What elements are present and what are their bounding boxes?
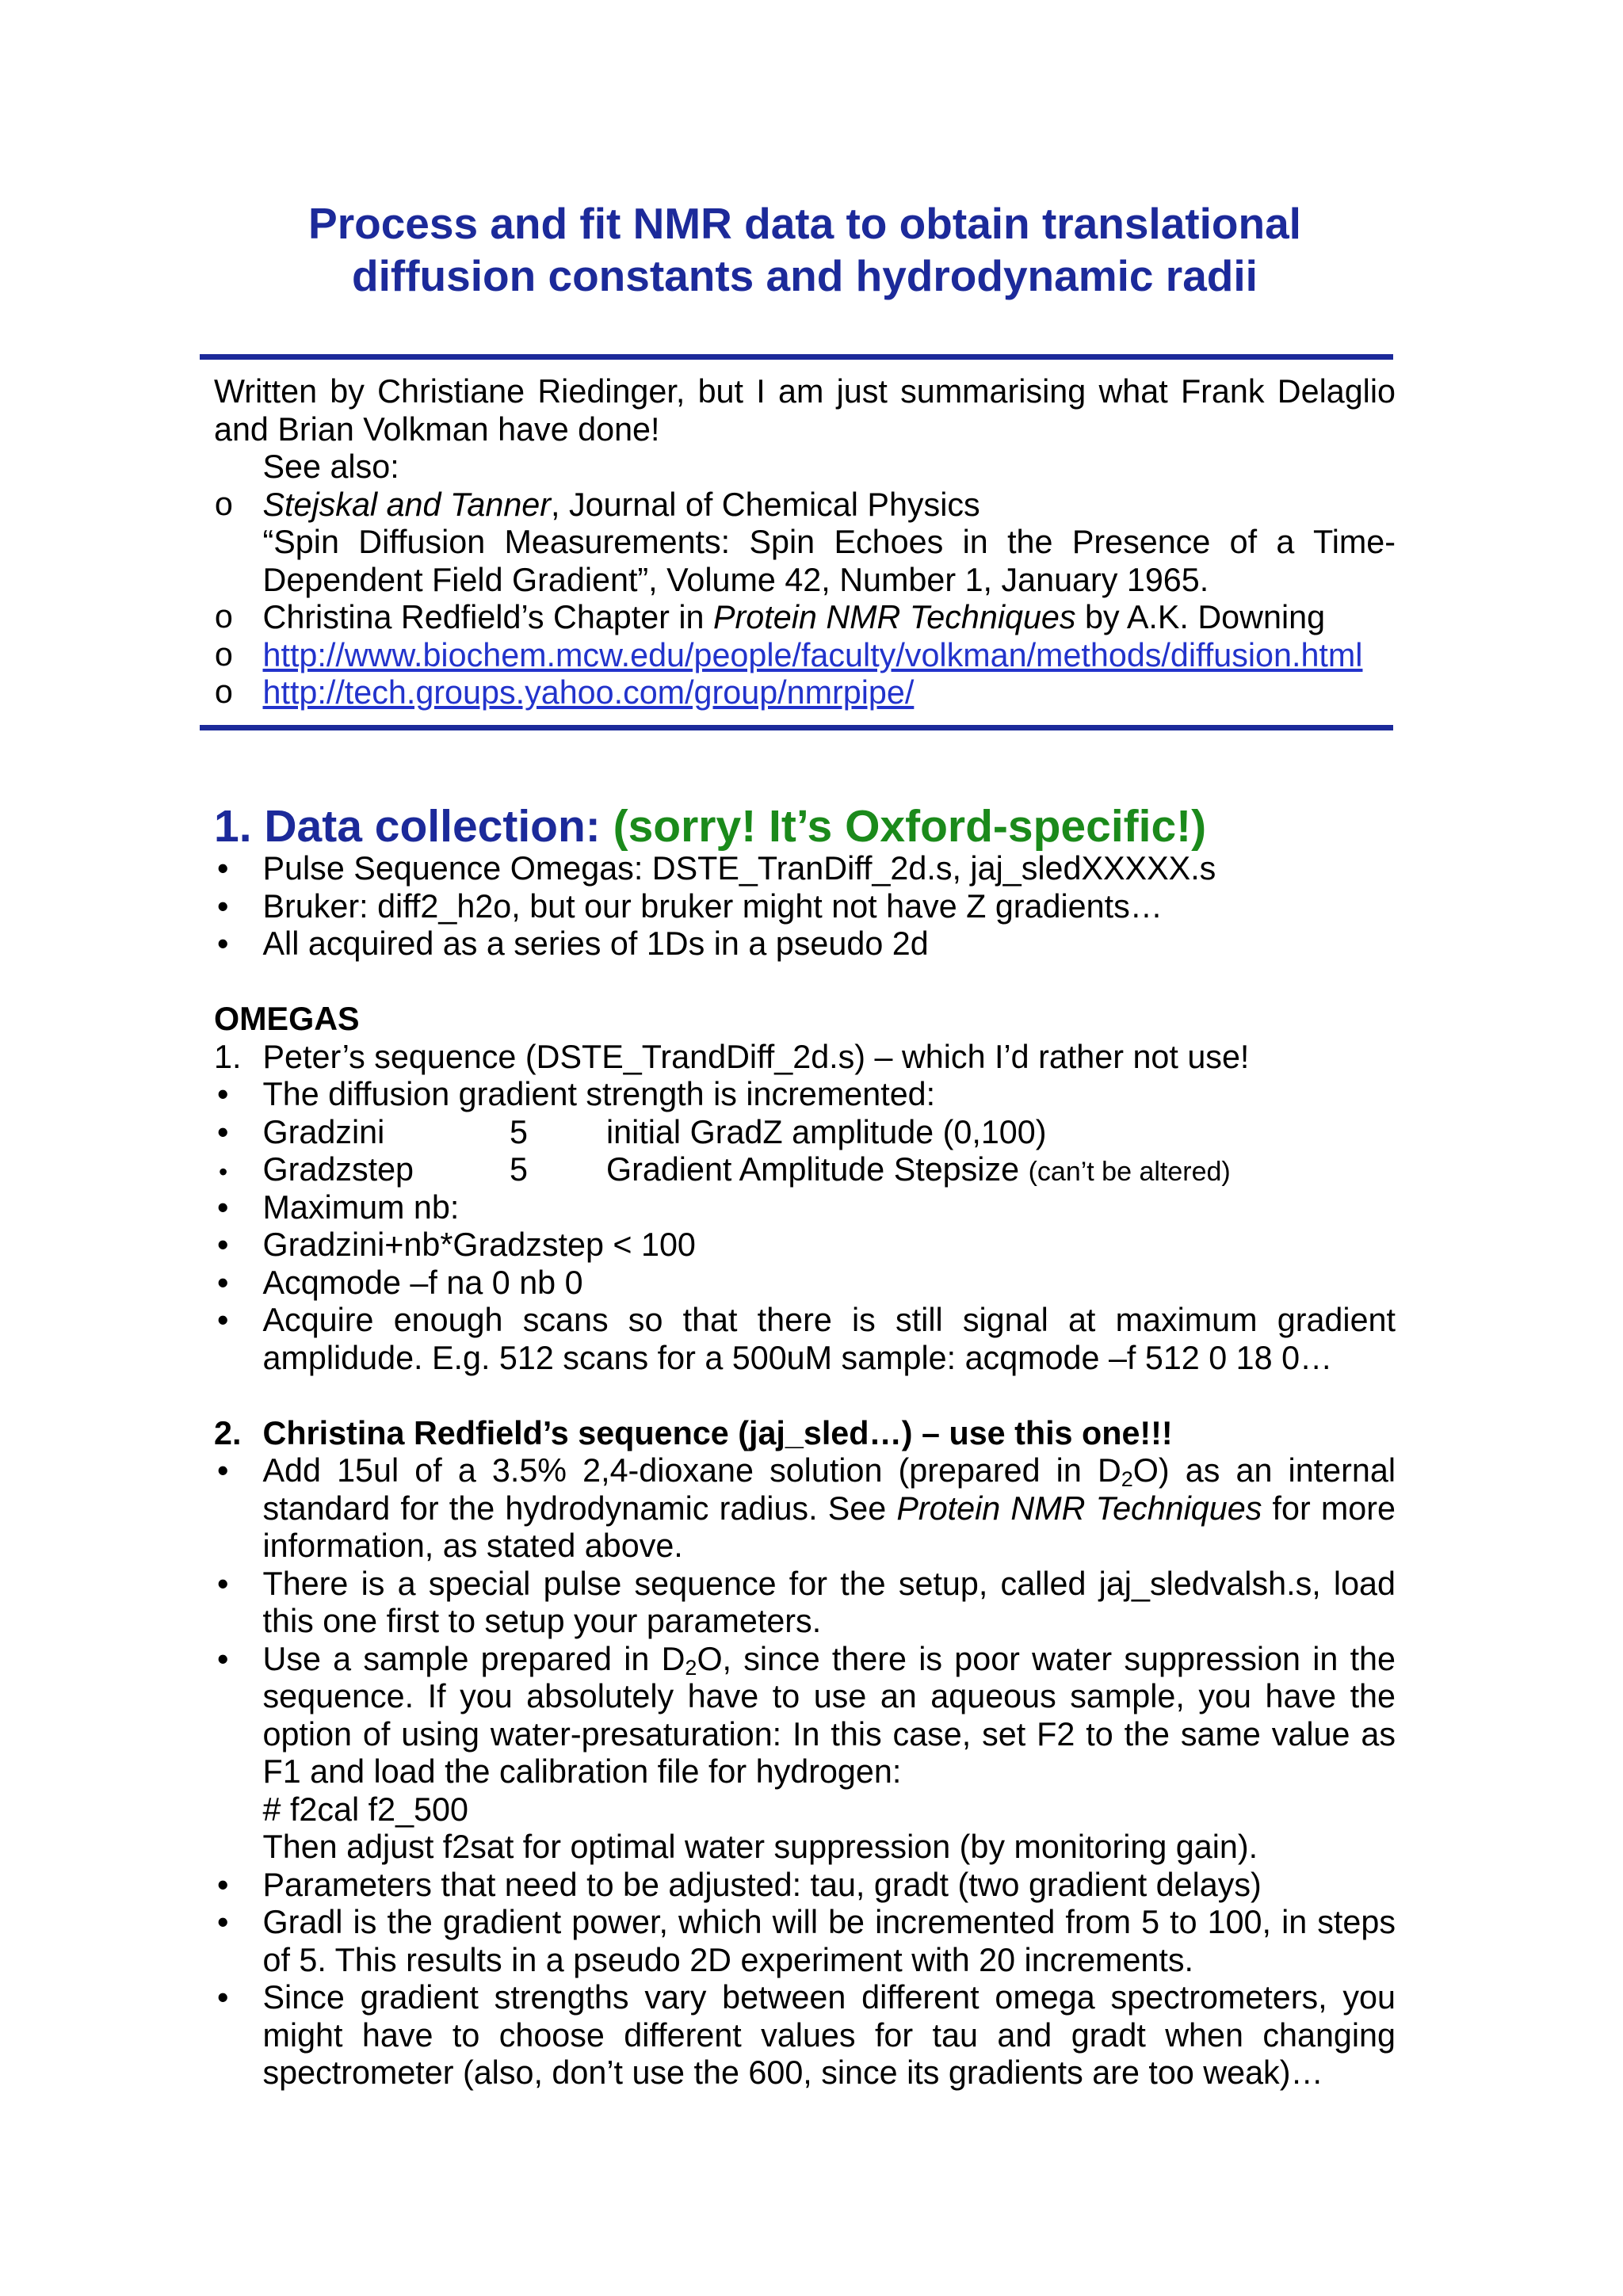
bullet-marker: • [217,1302,229,1338]
list-item [214,1904,1396,1942]
param-row-gradzini [214,1114,1396,1152]
list-item-continuation: option of using water-presaturation: In this case, set F2 to the same value as [262,1715,1396,1753]
param-description: initial GradZ amplitude (0,100) [606,1113,1047,1150]
numbered-item-2 [214,1415,1396,1453]
param-name: Gradzstep [262,1151,414,1188]
section-heading-text: 1. Data collection: [214,801,613,852]
page-title-line-2: diffusion constants and hydrodynamic radii [352,251,1258,300]
list-item-continuation: might have to choose different values for tau and gradt when changing [262,2016,1396,2054]
reference-authors: Stejskal and Tanner [262,486,552,523]
list-item-text: Since gradient strengths vary between different omega spectrometers, you [262,1979,1396,2016]
list-item-continuation: of 5. This results in a pseudo 2D experiment with 20 increments. [262,1941,1193,1978]
item-title: Peter’s sequence (DSTE_TrandDiff_2d.s) – which I’d rather not use! [262,1038,1250,1075]
bullet-marker: • [217,1866,229,1903]
numbered-item-1 [214,1039,1396,1077]
list-item [214,1189,1396,1227]
reference-item-stejskal [214,486,1396,524]
list-item-continuation: information, as stated above. [262,1527,683,1564]
param-row-gradzstep [214,1151,1396,1189]
page-title [214,197,1396,302]
reference-item-redfield [214,599,1396,637]
bottom-divider [200,725,1393,730]
list-item-continuation: sequence. If you absolutely have to use an aqueous sample, you have the [262,1678,1396,1714]
list-item-text: Acqmode –f na 0 nb 0 [262,1264,583,1301]
reference-title-line-2: Dependent Field Gradient”, Volume 42, Number 1, January 1965. [262,561,1209,598]
reference-text: Christina Redfield’s Chapter in [262,599,713,635]
list-item [214,1264,1396,1302]
bullet-marker: • [217,1076,229,1112]
list-item-text: Use a sample prepared in D [262,1640,685,1677]
bullet-marker: • [217,1226,229,1263]
section-heading-note: (sorry! It’s Oxford-specific!) [613,801,1207,852]
list-item-text: Parameters that need to be adjusted: tau, gradt (two gradient delays) [262,1866,1262,1903]
param-name: Gradzini [262,1113,385,1150]
param-note: (can’t be altered) [1028,1157,1231,1187]
blank-line [214,963,1396,1001]
reference-title-line-1: “Spin Diffusion Measurements: Spin Echoes in the Presence of a Time- [262,524,1396,560]
omegas-heading: OMEGAS [214,1001,360,1037]
reference-item-link-1 [214,637,1396,675]
nmrpipe-group-link[interactable]: http://tech.groups.yahoo.com/group/nmrpipe/ [262,674,915,711]
reference-author: by A.K. Downing [1075,599,1326,635]
document-body [214,850,1396,2092]
list-item [214,1302,1396,1340]
command-line: # f2cal f2_500 [262,1791,468,1828]
list-item-continuation: this one first to setup your parameters. [262,1603,822,1639]
bullet-marker: • [217,1904,229,1940]
param-value: 5 [510,1151,528,1188]
bullet-marker: • [217,850,229,887]
bullet-marker: • [217,887,229,925]
byline-line-2: and Brian Volkman have done! [214,410,660,448]
reference-journal: , Journal of Chemical Physics [551,486,980,523]
list-marker: o [214,488,234,525]
item-number: 1. [214,1038,242,1075]
bullet-marker: • [217,925,229,962]
list-item-text: The diffusion gradient strength is incremented: [262,1076,936,1112]
list-item-text: for more [1262,1489,1396,1527]
param-value: 5 [510,1113,528,1150]
list-item [214,1566,1396,1604]
subscript: 2 [685,1655,697,1680]
list-item [214,1641,1396,1679]
list-item [214,888,1396,926]
list-item [214,1076,1396,1114]
bullet-marker: • [217,1113,229,1150]
volkman-diffusion-link[interactable]: http://www.biochem.mcw.edu/people/faculty/volkman/methods/diffusion.html [262,636,1363,673]
intro-box [214,373,1396,712]
list-marker: o [214,677,234,713]
bullet-marker: • [217,1264,229,1301]
list-item-text: O, since there is poor water suppression in the [697,1640,1396,1677]
item-number: 2. [214,1414,242,1451]
list-marker: o [214,639,234,676]
bullet-marker: • [219,1158,228,1186]
item-title: Christina Redfield’s sequence (jaj_sled…) – use this one!!! [262,1414,1173,1451]
byline-line-1: Written by Christiane Riedinger, but I am just summarising what Frank Delaglio [214,373,1396,410]
list-item-text: O) as an internal [1132,1452,1396,1489]
bullet-marker: • [217,1640,229,1677]
param-description: Gradient Amplitude Stepsize [606,1151,1020,1188]
list-item-continuation: amplidude. E.g. 512 scans for a 500uM sample: acqmode –f 512 0 18 0… [262,1339,1333,1376]
list-item-text: Pulse Sequence Omegas: DSTE_TranDiff_2d.s, jaj_sledXXXXX.s [262,850,1216,887]
list-item-text: standard for the hydrodynamic radius. See [262,1489,897,1527]
book-title: Protein NMR Techniques [896,1489,1262,1527]
blank-line [214,1377,1396,1415]
page-title-line-1: Process and fit NMR data to obtain translational [308,199,1301,248]
list-item-text: Gradl is the gradient power, which will be incremented from 5 to 100, in steps [262,1904,1396,1940]
list-item-text: Add 15ul of a 3.5% 2,4-dioxane solution (prepared in D [262,1452,1121,1489]
param-description-wrap [606,1151,1231,1192]
list-item-continuation: Then adjust f2sat for optimal water suppression (by monitoring gain). [262,1829,1258,1865]
list-item-text: Bruker: diff2_h2o, but our bruker might not have Z gradients… [262,887,1163,925]
list-item-continuation: spectrometer (also, don’t use the 600, since its gradients are too weak)… [262,2054,1323,2091]
list-item [214,1867,1396,1905]
list-item-text: Maximum nb: [262,1188,460,1226]
list-item-text: All acquired as a series of 1Ds in a pseudo 2d [262,925,929,962]
bullet-marker: • [217,1979,229,2016]
bullet-marker: • [217,1452,229,1489]
list-item-text: There is a special pulse sequence for the setup, called jaj_sledvalsh.s, load [262,1565,1396,1602]
top-divider [200,354,1393,360]
reference-item-link-2 [214,674,1396,712]
list-item [214,850,1396,888]
bullet-marker: • [217,1188,229,1226]
list-item [214,1979,1396,2017]
list-item-continuation [214,1490,1396,1528]
list-item-text: Gradzini+nb*Gradzstep < 100 [262,1226,696,1263]
reference-book-title: Protein NMR Techniques [713,599,1076,635]
list-item-text: Acquire enough scans so that there is still signal at maximum gradient [262,1302,1396,1338]
list-item [214,1452,1396,1490]
list-marker: o [214,601,234,638]
list-item [214,925,1396,963]
section-heading-data-collection [214,800,1206,852]
see-also-label: See also: [262,448,399,485]
bullet-marker: • [217,1565,229,1602]
subscript: 2 [1121,1467,1133,1491]
list-item [214,1226,1396,1264]
list-item-continuation: F1 and load the calibration file for hydrogen: [262,1753,902,1790]
